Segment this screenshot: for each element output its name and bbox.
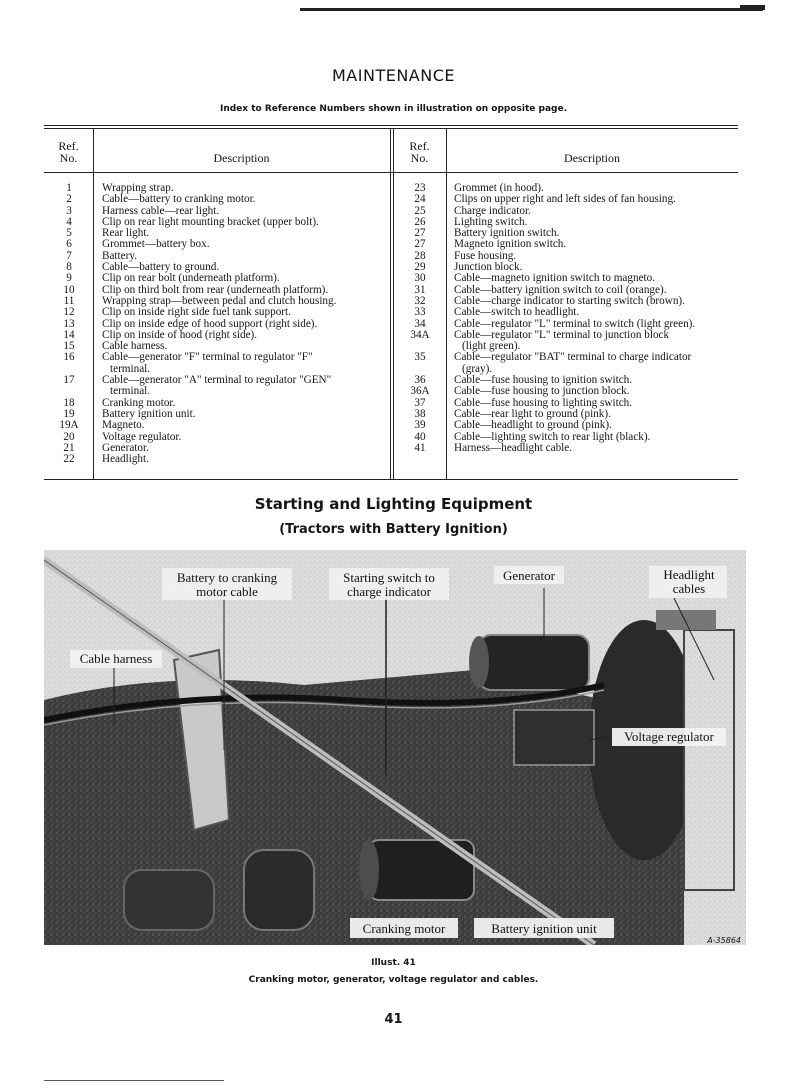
ref-description: Fuse housing. — [454, 249, 517, 262]
table-row — [46, 352, 390, 363]
table-divider-center-double — [393, 128, 394, 479]
label-cranking-motor: Cranking motor — [362, 921, 446, 936]
ref-description: Cable—regulator "L" terminal to switch (light green). — [454, 317, 696, 330]
table-row — [397, 420, 742, 431]
ref-description: Clip on rear bolt (underneath platform). — [102, 272, 280, 285]
label-motor-cable: motor cable — [196, 584, 258, 599]
ref-description: Wrapping strap. — [102, 182, 174, 194]
top-rule-mark — [740, 5, 765, 10]
ref-description: Cable—rear light to ground (pink). — [454, 407, 611, 420]
ref-number: 29 — [414, 261, 426, 274]
label-starting-switch: Starting switch to — [343, 570, 435, 585]
description-header-left: Description — [213, 151, 270, 165]
top-rule — [300, 8, 763, 11]
ref-number: 41 — [414, 441, 426, 454]
ref-description: Cranking motor. — [102, 396, 176, 409]
ref-description: Generator. — [102, 441, 149, 454]
table-row — [397, 228, 742, 239]
ref-description: Harness—headlight cable. — [454, 441, 573, 454]
table-row — [46, 432, 390, 443]
ref-description: Clip on third bolt from rear (underneath platform). — [102, 283, 329, 296]
ref-description: Clip on inside right side fuel tank support. — [102, 306, 291, 319]
ref-number: 5 — [66, 227, 72, 240]
ref-number: 19A — [59, 419, 79, 432]
ref-description: Lighting switch. — [454, 215, 528, 228]
illustration-caption: Cranking motor, generator, voltage regulator and cables. — [248, 975, 539, 985]
table-row — [46, 386, 390, 397]
ref-number: 6 — [66, 238, 72, 251]
table-row — [46, 420, 390, 431]
table-top-rule-double — [44, 128, 738, 129]
ref-number: 24 — [414, 193, 426, 206]
table-row — [46, 443, 390, 454]
ref-description: Wrapping strap—between pedal and clutch housing. — [102, 294, 337, 307]
label-cable-harness: Cable harness — [79, 651, 153, 666]
table-row — [397, 443, 742, 454]
table-divider-center — [390, 128, 391, 479]
table-row — [397, 273, 742, 284]
ref-number: 30 — [414, 272, 426, 285]
ref-number: 18 — [63, 396, 75, 409]
ref-number: 33 — [414, 306, 426, 319]
ref-description: Battery ignition unit. — [102, 407, 196, 420]
ref-description: terminal. — [110, 385, 151, 398]
table-row — [46, 409, 390, 420]
ref-number: 38 — [414, 407, 426, 420]
label-voltage-regulator: Voltage regulator — [624, 729, 714, 744]
ref-number: 27 — [414, 227, 426, 240]
ref-number: 26 — [414, 215, 426, 228]
ref-description: Battery ignition switch. — [454, 227, 560, 240]
table-row — [397, 206, 742, 217]
table-row — [397, 386, 742, 397]
table-row — [46, 454, 390, 465]
ref-description: Cable—fuse housing to ignition switch. — [454, 374, 633, 387]
table-row — [397, 239, 742, 250]
table-row — [46, 239, 390, 250]
ref-description: (light green). — [462, 340, 521, 353]
ref-number: 23 — [414, 182, 426, 194]
ref-number: 20 — [63, 430, 75, 443]
ref-number: 37 — [414, 396, 426, 409]
ref-description: Cable—battery ignition switch to coil (orange). — [454, 283, 667, 296]
ref-number: 4 — [66, 215, 72, 228]
ref-description: Clip on rear light mounting bracket (upper bolt). — [102, 215, 319, 228]
ref-number: 31 — [414, 283, 426, 296]
ref-description: terminal. — [110, 362, 151, 375]
ref-description: Cable—magneto ignition switch to magneto. — [454, 272, 656, 285]
ref-description: Cable—fuse housing to junction block. — [454, 385, 630, 398]
label-battery-to-cranking: Battery to cranking — [176, 570, 278, 585]
description-header-right: Description — [564, 151, 620, 165]
ref-number: 35 — [414, 351, 426, 364]
ref-description: Cable harness. — [102, 340, 168, 353]
index-subtitle: Index to Reference Numbers shown in illustration on opposite page. — [219, 104, 568, 114]
ref-number: 25 — [414, 204, 426, 217]
table-bottom-rule — [44, 479, 738, 480]
ref-description: Cable—regulator "BAT" terminal to charge indicator — [454, 351, 692, 364]
ref-number: 3 — [66, 204, 72, 217]
figure-code: A-35864 — [707, 936, 741, 945]
ref-description: Cable—battery to ground. — [102, 261, 220, 274]
page-number: 41 — [384, 1012, 403, 1027]
page-title: MAINTENANCE — [332, 66, 455, 85]
ref-number: 28 — [414, 249, 426, 262]
label-headlight-cables: cables — [672, 581, 706, 596]
section-title: Starting and Lighting Equipment — [254, 495, 533, 513]
table-row — [397, 352, 742, 363]
ref-description: Cable—headlight to ground (pink). — [454, 419, 612, 432]
table-row — [397, 251, 742, 262]
ref-description: Cable—regulator "L" terminal to junction block — [454, 328, 670, 341]
label-generator: Generator — [503, 568, 555, 583]
ref-description: Headlight. — [102, 453, 149, 466]
ref-description: Cable—lighting switch to rear light (black). — [454, 430, 651, 443]
ref-description: Cable—generator "F" terminal to regulator "F" — [102, 351, 313, 364]
table-top-rule — [44, 125, 738, 126]
table-row — [46, 194, 390, 205]
ref-description: Cable—switch to headlight. — [454, 306, 580, 319]
ref-description: (gray). — [462, 362, 493, 375]
table-row — [46, 217, 390, 228]
ref-description: Grommet (in hood). — [454, 182, 544, 194]
ref-description: Magneto ignition switch. — [454, 238, 567, 251]
ref-description: Grommet—battery box. — [102, 238, 210, 251]
index-column-right — [397, 183, 742, 454]
ref-number: 17 — [63, 374, 75, 387]
ref-description: Clip on inside of hood (right side). — [102, 328, 258, 341]
ref-number: 36 — [414, 374, 426, 387]
table-row — [397, 194, 742, 205]
ref-number: 27 — [414, 238, 426, 251]
ref-description: Charge indicator. — [454, 204, 531, 217]
label-headlight: Headlight — [663, 567, 715, 582]
ref-number: 14 — [63, 328, 75, 341]
ref-number: 12 — [63, 306, 75, 319]
table-row — [46, 398, 390, 409]
table-row — [46, 330, 390, 341]
ref-number: 10 — [63, 283, 75, 296]
ref-number: 32 — [414, 294, 426, 307]
ref-number: 13 — [63, 317, 75, 330]
tractor-engine-photo — [44, 550, 746, 945]
ref-number: 19 — [63, 407, 75, 420]
label-battery-ignition-unit: Battery ignition unit — [491, 921, 597, 936]
ref-description: Cable—generator "A" terminal to regulator "GEN" — [102, 374, 332, 387]
table-row — [46, 273, 390, 284]
ref-header-left: Ref. No. — [58, 139, 79, 165]
ref-number: 39 — [414, 419, 426, 432]
ref-number: 8 — [66, 261, 72, 274]
ref-description: Battery. — [102, 249, 137, 262]
ref-description: Clip on inside edge of hood support (right side). — [102, 317, 318, 330]
table-row — [397, 330, 742, 341]
ref-number: 21 — [63, 441, 75, 454]
ref-description: Cable—battery to cranking motor. — [102, 193, 256, 206]
ref-number: 2 — [66, 193, 72, 206]
ref-description: Rear light. — [102, 227, 150, 240]
table-row — [397, 217, 742, 228]
ref-description: Magneto. — [102, 419, 145, 432]
bottom-rule — [44, 1080, 224, 1081]
ref-description: Voltage regulator. — [102, 430, 182, 443]
ref-number: 7 — [66, 249, 72, 262]
table-row — [397, 307, 742, 318]
table-row — [46, 307, 390, 318]
index-column-left — [46, 183, 390, 465]
label-charge-indicator: charge indicator — [347, 584, 431, 599]
ref-description: Junction block. — [454, 261, 523, 274]
ref-number: 15 — [63, 340, 75, 353]
ref-header-right: Ref. No. — [409, 139, 430, 165]
table-row — [46, 375, 390, 386]
ref-description: Cable—fuse housing to lighting switch. — [454, 396, 633, 409]
table-row — [46, 228, 390, 239]
ref-number: 9 — [66, 272, 72, 285]
ref-description: Cable—charge indicator to starting switch (brown). — [454, 294, 685, 307]
section-subtitle: (Tractors with Battery Ignition) — [279, 522, 508, 537]
ref-number: 40 — [414, 430, 426, 443]
ref-number: 16 — [63, 351, 75, 364]
ref-description: Harness cable—rear light. — [102, 204, 220, 217]
ref-number: 34 — [414, 317, 426, 330]
ref-number: 11 — [63, 294, 75, 307]
ref-number: 1 — [66, 182, 72, 194]
ref-number: 34A — [410, 328, 430, 341]
illustration-number: Illust. 41 — [371, 958, 416, 968]
table-header-rule — [44, 172, 738, 173]
ref-number: 36A — [410, 385, 430, 398]
ref-number: 22 — [63, 453, 75, 466]
ref-description: Clips on upper right and left sides of fan housing. — [454, 193, 676, 206]
